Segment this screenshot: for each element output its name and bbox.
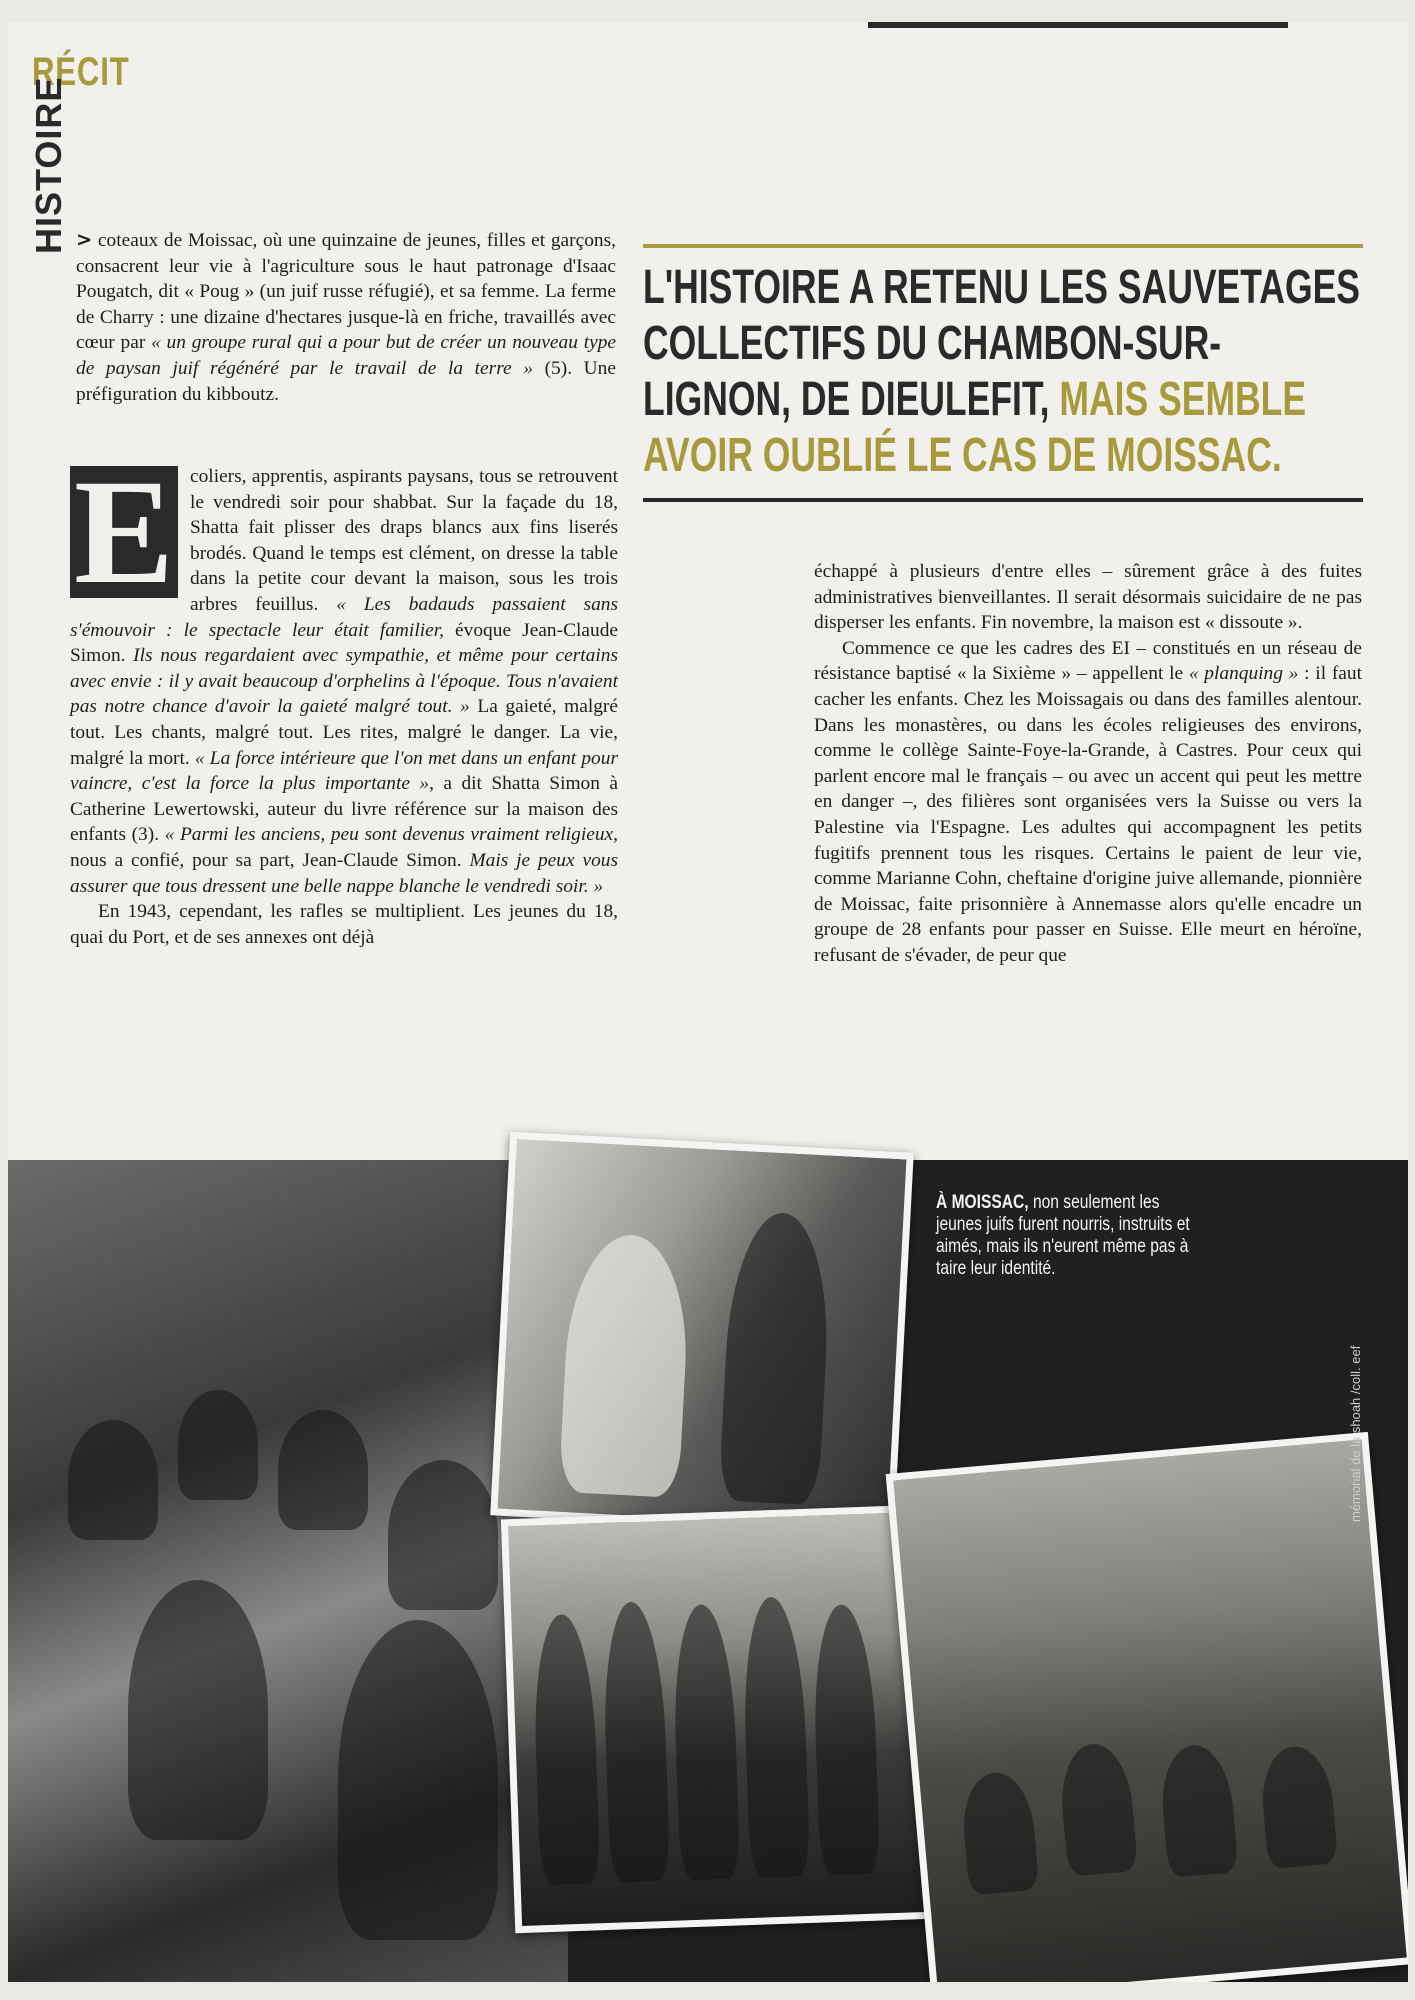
photo-children-circle <box>886 1432 1408 1982</box>
photo-shabbat-gathering <box>8 1160 568 1982</box>
photo-medical-exam <box>490 1132 914 1537</box>
section-label: RÉCIT <box>32 50 130 94</box>
paragraph-1943: En 1943, cependant, les rafles se multiplient. Les jeunes du 18, quai du Port, et de ses annexes ont déjà <box>70 901 618 948</box>
magazine-page <box>8 22 1408 1982</box>
rubric-label: HISTOIRE <box>28 76 69 254</box>
top-decor-bar <box>868 22 1288 28</box>
photo-caption: À MOISSAC, non seulement les jeunes juifs furent nourris, instruits et aimés, mais ils n'eurent même pas à taire leur identité. <box>936 1192 1190 1279</box>
pull-quote-gold: MAIS SEMBLE AVOIR OUBLIÉ LE CAS DE MOISSAC. <box>643 373 1307 482</box>
chevron-right-icon: > <box>76 228 93 251</box>
photo-credit: mémorial de la shoah /coll. eef <box>1348 1345 1363 1522</box>
intro-paragraph: > coteaux de Moissac, où une quinzaine de jeunes, filles et garçons, consacrent leur vie à l'agriculture sous le haut patronage d'Isaac Pougatch, dit « Poug » (un juif russe réfugié), et sa femme. La ferme de Charry : une dizaine d'hectares jusque-là en friche, travaillés avec cœur par « un groupe rural qui a pour but de créer un nouveau type de paysan juif régénéré par le travail de la terre » (5). Une préfiguration du kibboutz. <box>76 228 616 405</box>
drop-cap: E <box>70 466 178 598</box>
column-right <box>814 559 1362 969</box>
photo-scouts-singing <box>501 1505 939 1934</box>
pull-quote <box>643 244 1363 502</box>
column-left <box>70 449 619 950</box>
paragraph-dissoute: échappé à plusieurs d'entre elles – sûrement grâce à des fuites administratives bienveillantes. Il serait désormais suicidaire de ne pas disperser les enfants. Fin novembre, la maison est « dissoute ». <box>814 561 1362 634</box>
paragraph-planquing: Commence ce que les cadres des EI – constitués en un réseau de résistance baptisé « la Sixième » – appellent le « planquing » : il faut cacher les enfants. Chez les Moissagais ou dans des familles alentour. Dans les monastères, ou dans les écoles religieuses des environs, comme le collège Sainte-Foye-la-Grande, à Castres. Pour ceux qui parlent encore mal le français – ou avec un accent qui peut les mettre en danger –, des filières sont organisées vers la Suisse ou vers la Palestine via l'Espagne. Les adultes qui accompagnent les petits fugitifs prennent tous les risques. Certains le paient de leur vie, comme Marianne Cohn, cheftaine d'origine juive allemande, pionnière de Moissac, faite prisonnière à Annemasse alors qu'elle encadre un groupe de 28 enfants pour passer en Suisse. Elle meurt en héroïne, refusant de s'évader, de peur que <box>814 637 1362 966</box>
paragraph-shabbat: E coliers, apprentis, aspirants paysans, tous se retrouvent le vendredi soir pour shabbat. Sur la façade du 18, Shatta fait plisser des draps blancs aux fins liserés brodés. Quand le temps est clément, on dresse la table dans la petite cour devant la maison, sous les trois arbres feuillus. « Les badauds passaient sans s'émouvoir : le spectacle leur était familier, évoque Jean-Claude Simon. Ils nous regardaient avec sympathie, et même pour certains avec envie : il y avait beaucoup d'orphelins à l'époque. Tous n'avaient pas notre chance d'avoir la gaieté malgré tout. » La gaieté, malgré tout. Les chants, malgré tout. Les rites, malgré le danger. La vie, malgré la mort. « La force intérieure que l'on met dans un enfant pour vaincre, c'est la force la plus importante », a dit Shatta Simon à Catherine Lewertowski, auteur du livre référence sur la maison des enfants (3). « Parmi les anciens, peu sont devenus vraiment religieux, nous a confié, pour sa part, Jean-Claude Simon. Mais je peux vous assurer que tous dressent une belle nappe blanche le vendredi soir. » <box>70 449 619 897</box>
pull-quote-dark: L'HISTOIRE A RETENU LES SAUVETAGES COLLECTIFS DU CHAMBON-SUR-LIGNON, DE DIEULEFIT, <box>643 261 1360 426</box>
